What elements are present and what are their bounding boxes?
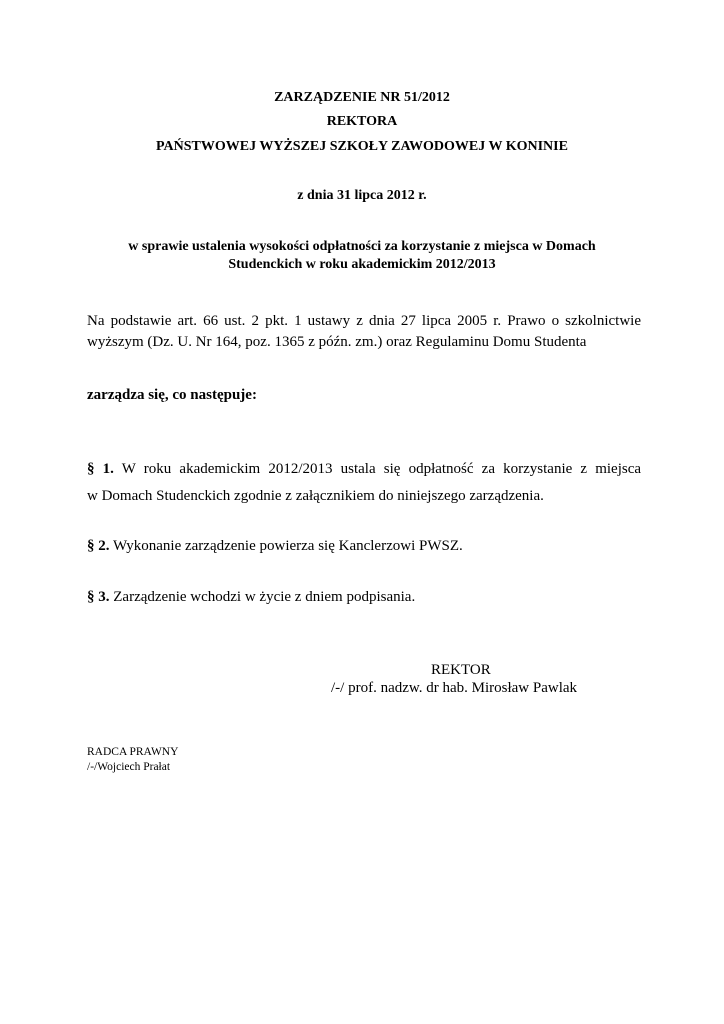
paragraph-3 <box>87 588 415 606</box>
institution-name: PAŃSTWOWEJ WYŻSZEJ SZKOŁY ZAWODOWEJ W KONINIE <box>156 139 568 154</box>
legal-counsel-name: /-/Wojciech Prałat <box>87 761 171 773</box>
decree-date: z dnia 31 lipca 2012 r. <box>297 188 427 203</box>
paragraph-2-mark: § 2. <box>87 538 110 554</box>
paragraph-1-mark: § 1. <box>87 461 114 477</box>
legal-basis-line-1: Na podstawie art. 66 ust. 2 pkt. 1 ustawy z dnia 27 lipca 2005 r. Prawo o szkolnictwie <box>87 313 641 329</box>
paragraph-3-text: Zarządzenie wchodzi w życie z dniem podpisania. <box>113 589 416 605</box>
decree-number: ZARZĄDZENIE NR 51/2012 <box>274 90 450 105</box>
legal-counsel-title: RADCA PRAWNY <box>87 746 179 758</box>
subject-line-1: w sprawie ustalenia wysokości odpłatności za korzystanie z miejsca w Domach <box>128 239 596 254</box>
legal-basis-line-2: wyższym (Dz. U. Nr 164, poz. 1365 z późn. zm.) oraz Regulaminu Domu Studenta <box>87 334 587 350</box>
signature-title: REKTOR <box>431 662 491 678</box>
paragraph-2-text: Wykonanie zarządzenie powierza się Kanclerzowi PWSZ. <box>112 538 463 554</box>
paragraph-3-mark: § 3. <box>87 589 110 605</box>
decree-phrase: zarządza się, co następuje: <box>87 387 257 403</box>
paragraph-2 <box>87 537 463 555</box>
paragraph-1-text: W roku akademickim 2012/2013 ustala się odpłatność za korzystanie z miejsca <box>121 461 642 477</box>
issuer-title: REKTORA <box>326 114 398 129</box>
subject-line-2: Studenckich w roku akademickim 2012/2013 <box>228 257 496 272</box>
paragraph-1-line-1 <box>87 460 641 478</box>
signature-name: /-/ prof. nadzw. dr hab. Mirosław Pawlak <box>331 680 578 696</box>
paragraph-1-line-2: w Domach Studenckich zgodnie z załącznikiem do niniejszego zarządzenia. <box>87 488 544 504</box>
